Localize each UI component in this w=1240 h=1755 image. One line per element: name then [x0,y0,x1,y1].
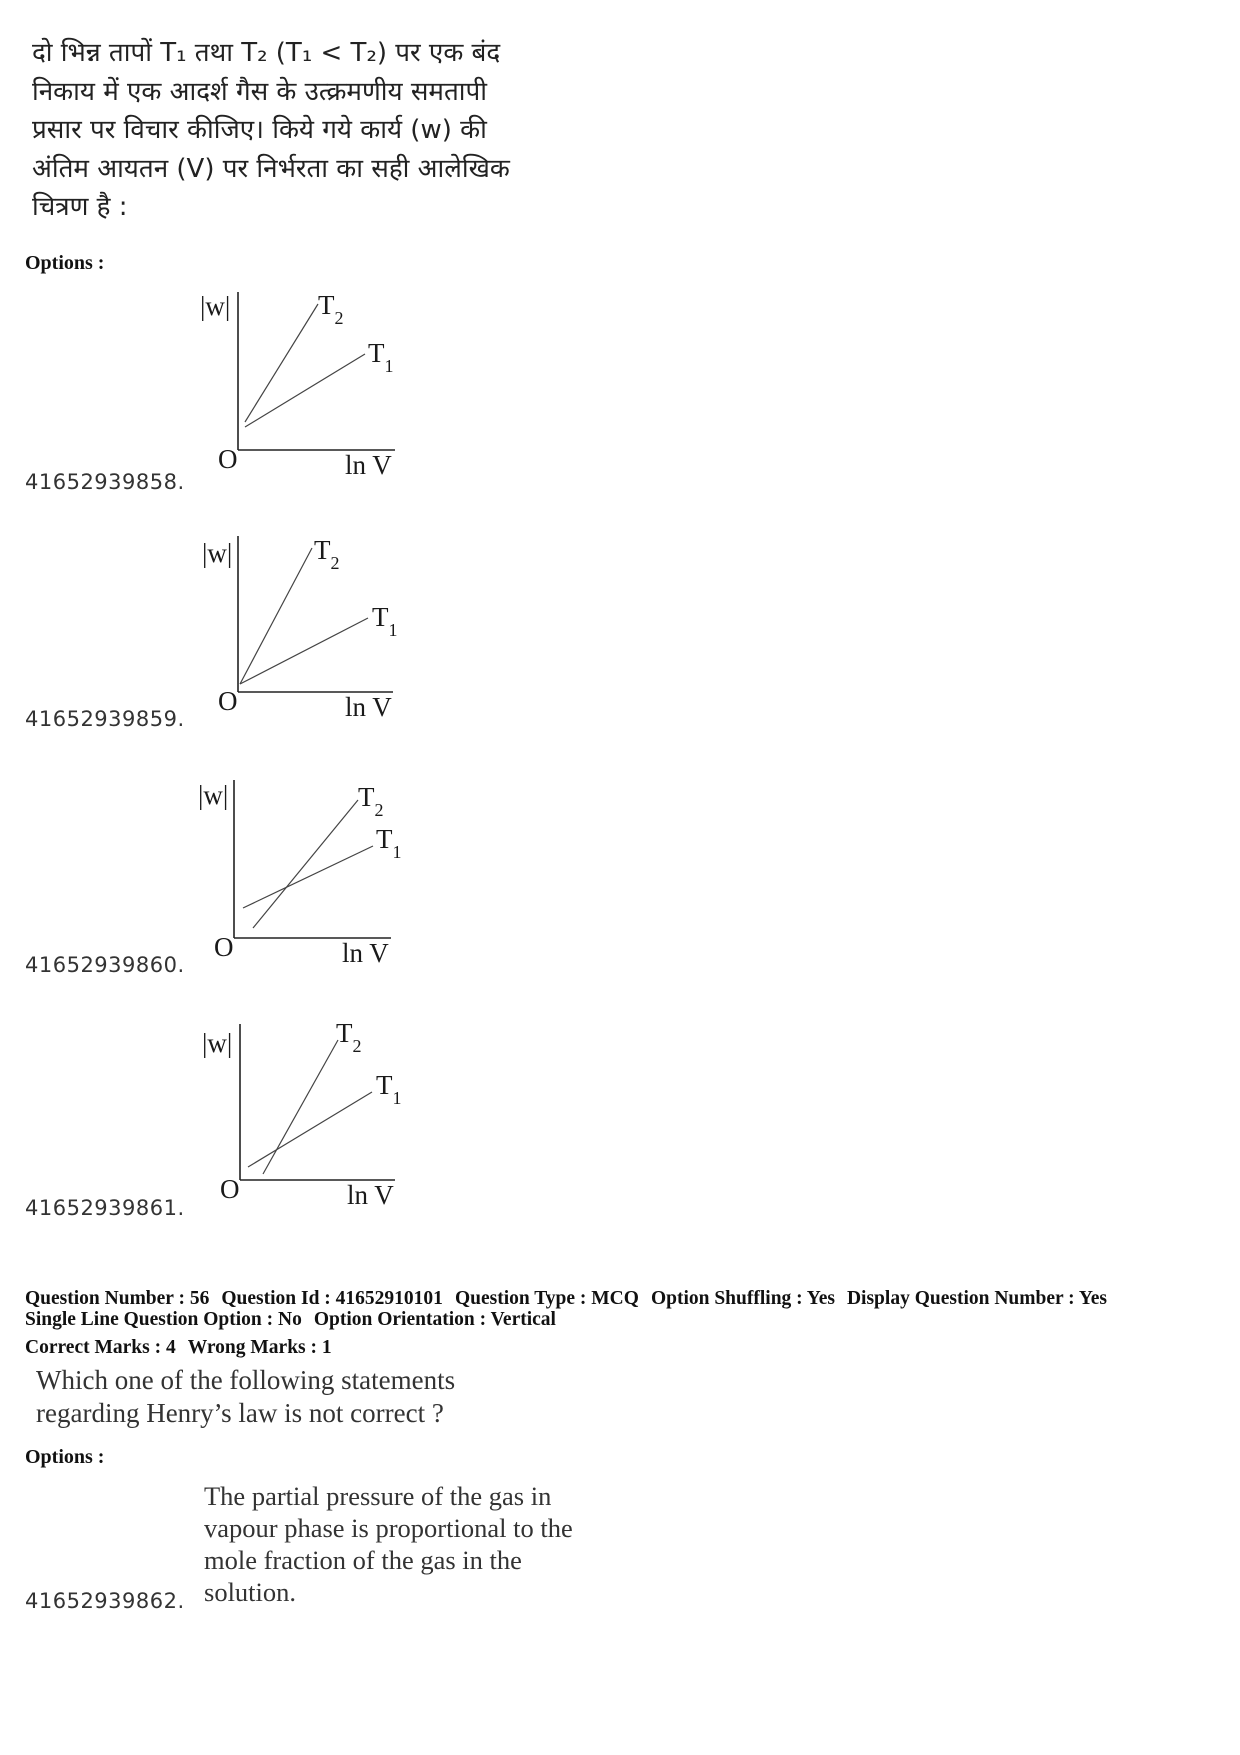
t2-label: T [336,1018,353,1048]
question-line: regarding Henry’s law is not correct ? [36,1398,444,1428]
question-line: चित्रण है : [32,192,128,222]
options-label: Options : [25,252,105,274]
question-line: दो भिन्न तापों T₁ तथा T₂ (T₁ < T₂) पर एक बंद [32,38,501,68]
t1-label: T [376,1070,393,1100]
option-1-id: 41652939862. [25,1589,185,1613]
t1-label: T [368,338,385,368]
question-type: Question Type : MCQ [454,1288,639,1309]
t2-line [240,548,312,684]
option-3-id: 41652939860. [25,953,185,977]
x-axis-label: ln V [342,938,389,968]
t1-subscript: 1 [392,842,402,862]
question-meta-line-3 [25,1337,344,1359]
svg-text:T1 [376,1070,402,1108]
option-shuffling: Option Shuffling : Yes [650,1288,835,1309]
y-axis-label: |w| [198,780,229,810]
t2-line [263,1040,338,1174]
single-line-option: Single Line Question Option : No [25,1309,302,1330]
y-axis-label: |w| [202,538,233,568]
option-2-graph [190,526,430,731]
t1-line [248,1092,372,1167]
option-line: The partial pressure of the gas in [204,1481,552,1511]
t1-label: T [376,824,393,854]
svg-text:T2 [318,290,344,328]
svg-text:T2 [358,782,384,820]
x-axis-label: ln V [345,692,392,722]
option-1-text [204,1480,573,1608]
wrong-marks: Wrong Marks : 1 [187,1337,332,1358]
question-line: प्रसार पर विचार कीजिए। किये गये कार्य (w) की [32,115,487,145]
svg-text:T2 [336,1018,362,1056]
origin-label: O [220,1174,240,1204]
t2-line [253,800,358,928]
option-line: vapour phase is proportional to the [204,1513,573,1543]
origin-label: O [218,444,238,474]
t1-subscript: 1 [388,620,398,640]
svg-text:T2 [314,535,340,573]
option-orientation: Option Orientation : Vertical [313,1309,556,1330]
option-4-id: 41652939861. [25,1196,185,1220]
question-56-text [36,1364,455,1430]
t2-label: T [318,290,335,320]
origin-label: O [214,932,234,962]
y-axis-label: |w| [200,291,231,321]
t1-line [245,354,365,427]
t1-subscript: 1 [384,356,394,376]
option-1-id: 41652939858. [25,470,185,494]
question-meta-line-2 [25,1309,568,1331]
t2-subscript: 2 [334,308,344,328]
option-2-id: 41652939859. [25,707,185,731]
t2-subscript: 2 [352,1036,362,1056]
t1-line [240,618,368,684]
svg-text:T1 [372,602,398,640]
question-line: Which one of the following statements [36,1365,456,1395]
t2-subscript: 2 [330,553,340,573]
origin-label: O [218,686,238,716]
question-55-text [32,34,552,227]
svg-text:T1 [368,338,394,376]
svg-text:T1 [376,824,402,862]
x-axis-label: ln V [345,450,392,480]
option-line: mole fraction of the gas in the [204,1545,522,1575]
t2-label: T [358,782,375,812]
correct-marks: Correct Marks : 4 [25,1337,176,1358]
options-label: Options : [25,1446,105,1468]
option-4-graph [190,1012,430,1217]
option-line: solution. [204,1577,297,1607]
question-meta-line-1 [25,1288,1119,1310]
x-axis-label: ln V [347,1180,394,1210]
option-3-graph [188,770,428,975]
question-number: Question Number : 56 [25,1288,210,1309]
t2-subscript: 2 [374,800,384,820]
question-id: Question Id : 41652910101 [221,1288,443,1309]
option-1-graph [190,282,430,487]
t1-line [243,846,373,908]
question-line: निकाय में एक आदर्श गैस के उत्क्रमणीय समतापी [32,76,488,107]
question-line: अंतिम आयतन (V) पर निर्भरता का सही आलेखिक [32,153,510,184]
t2-label: T [314,535,331,565]
display-question-number: Display Question Number : Yes [846,1288,1107,1309]
t1-subscript: 1 [392,1088,402,1108]
y-axis-label: |w| [202,1028,233,1058]
t1-label: T [372,602,389,632]
